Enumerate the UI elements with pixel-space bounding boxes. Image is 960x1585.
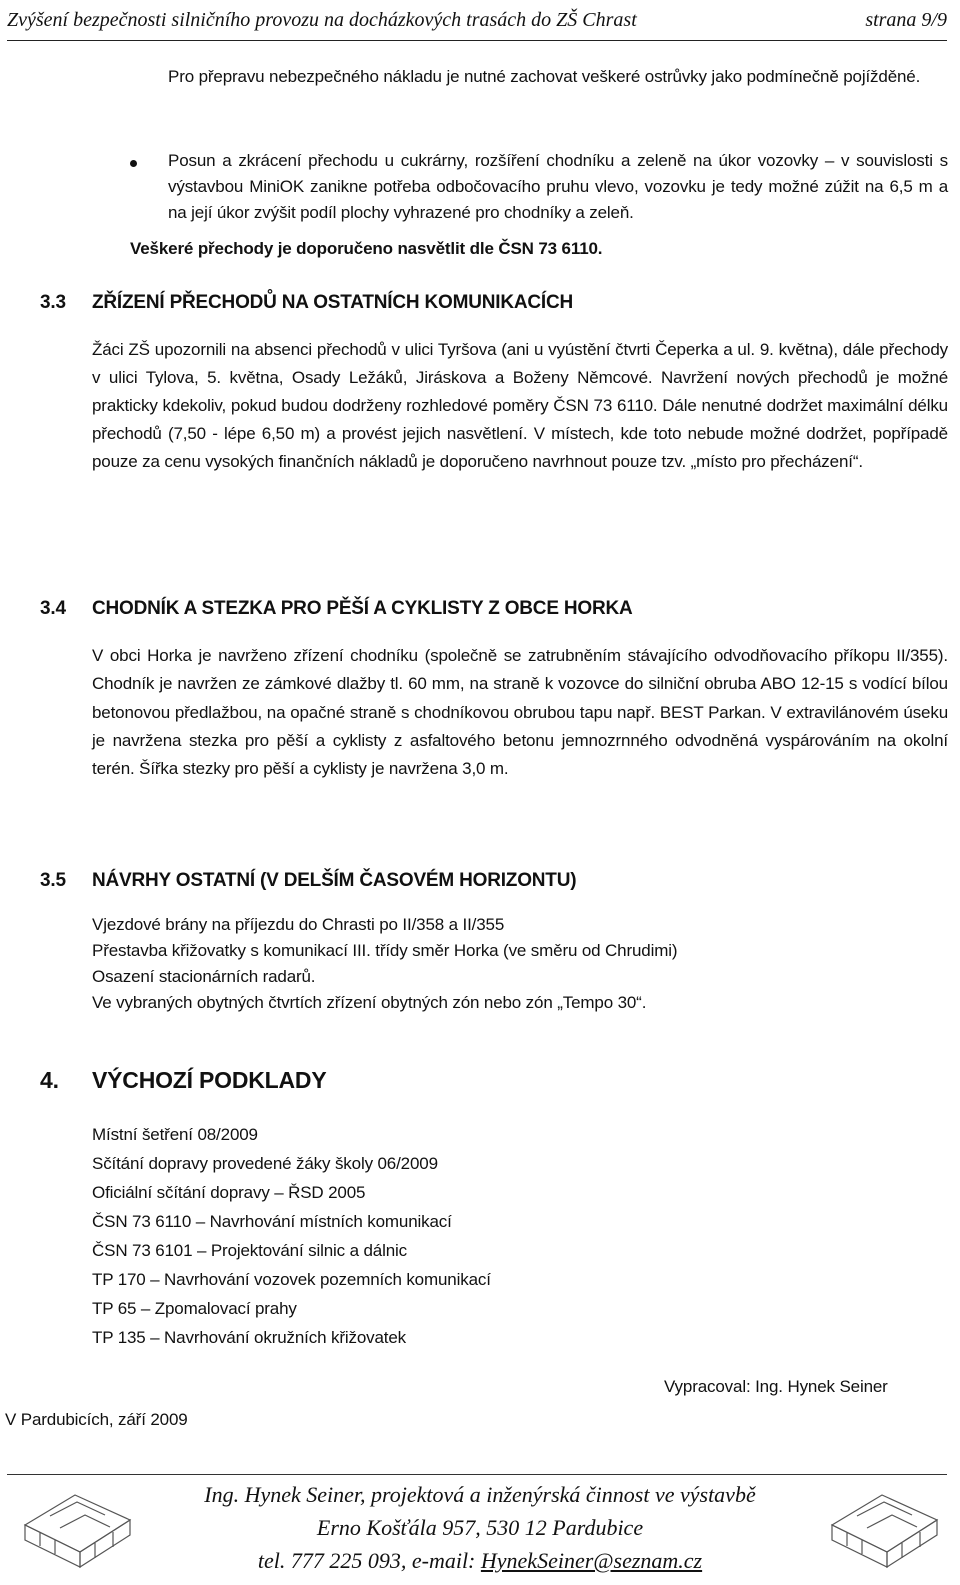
footer-phone: tel. 777 225 093, e-mail:: [257, 1548, 481, 1573]
footer-divider: [7, 1474, 947, 1475]
author-signature: Vypracoval: Ing. Hynek Seiner: [664, 1377, 888, 1396]
page-header: [7, 0, 947, 41]
list-item: Vjezdové brány na příjezdu do Chrasti po II/358 a II/355: [92, 915, 505, 934]
section-3-3-body: Žáci ZŠ upozornili na absenci přechodů v ulici Tyršova (ani u vyústění čtvrti Čeperka a ul. 9. května), dále přechody v ulici Tylova, 5. května, Osady Ležáků, Jiráskova a Boženy Němcové. Navržení nových přechodů je možné prakticky kdekoliv, pokud budou dodrženy rozhledové poměry ČSN 73 6110. Dále nenutné dodržet maximální délku přechodů (7,50 - lépe 6,50 m) a provést jejich nasvětlení. V místech, kde toto nebude možné dodržet, popřípadě pouze za cenu vysokých finančních nákladů je doporučeno navrhnout pouze tzv. „místo pro přecházení“.: [92, 340, 948, 471]
list-item: Ve vybraných obytných čtvrtích zřízení obytných zón nebo zón „Tempo 30“.: [92, 993, 647, 1012]
intro-bullet-text: Posun a zkrácení přechodu u cukrárny, rozšíření chodníku a zeleně na úkor vozovky – v souvislosti s výstavbou MiniOK zanikne potřeba odbočovacího pruhu vlevo, vozovku je tedy možné zúžit na 6,5 m a na její úkor zvýšit podíl plochy vyhrazené pro chodníky a zeleň.: [168, 151, 948, 222]
list-item: TP 135 – Navrhování okružních křižovatek: [92, 1328, 407, 1347]
section-3-4-body: V obci Horka je navrženo zřízení chodníku (společně se zatrubněním stávajícího odvodňovacího příkopu II/355). Chodník je navržen ze zámkové dlažby tl. 60 mm, na straně k vozovce do silniční obruba ABO 12-15 s vodící bílou betonovou předlažbou, na opačné straně s chodníkovou obrubou tapu např. BEST Parkan. V extravilánovém úseku je navržena stezka pro pěší a cyklisty z asfaltového betonu jemnozrnného odvodněná vyspárováním na okolní terén. Šířka stezky pro pěší a cyklisty je navržena 3,0 m.: [92, 646, 948, 779]
list-item: TP 170 – Navrhování vozovek pozemních komunikací: [92, 1270, 491, 1289]
section-3-4-number: 3.4: [40, 598, 66, 619]
page-footer: [0, 1478, 960, 1577]
footer-contact: [0, 1544, 960, 1577]
section-3-4-title: CHODNÍK A STEZKA PRO PĚŠÍ A CYKLISTY Z OBCE HORKA: [92, 598, 633, 619]
bullet-marker: [130, 160, 137, 167]
page-number: strana 9/9: [865, 9, 947, 31]
intro-continuation: Pro přepravu nebezpečného nákladu je nutné zachovat veškeré ostrůvky jako podmínečně pojížděné.: [168, 67, 921, 86]
list-item: ČSN 73 6101 – Projektování silnic a dálnic: [92, 1241, 407, 1260]
list-item: Oficiální sčítání dopravy – ŘSD 2005: [92, 1183, 366, 1202]
list-item: Místní šetření 08/2009: [92, 1125, 258, 1144]
place-date: V Pardubicích, září 2009: [5, 1410, 188, 1429]
list-item: TP 65 – Zpomalovací prahy: [92, 1299, 297, 1318]
footer-address: Erno Košťála 957, 530 12 Pardubice: [316, 1515, 644, 1540]
section-4-number: 4.: [40, 1067, 59, 1093]
section-4-title: VÝCHOZÍ PODKLADY: [92, 1067, 327, 1093]
proposals-list: [92, 912, 948, 1016]
footer-company: Ing. Hynek Seiner, projektová a inženýrská činnost ve výstavbě: [204, 1482, 756, 1507]
list-item: Sčítání dopravy provedené žáky školy 06/2009: [92, 1154, 438, 1173]
section-3-3-title: ZŘÍZENÍ PŘECHODŮ NA OSTATNÍCH KOMUNIKACÍCH: [92, 292, 574, 313]
section-3-5-number: 3.5: [40, 870, 66, 891]
section-3-3-number: 3.3: [40, 292, 66, 313]
intro-bold-note: Veškeré přechody je doporučeno nasvětlit dle ČSN 73 6110.: [130, 239, 603, 258]
section-3-5-title: NÁVRHY OSTATNÍ (V DELŠÍM ČASOVÉM HORIZONTU): [92, 870, 577, 891]
list-item: Osazení stacionárních radarů.: [92, 967, 316, 986]
list-item: Přestavba křižovatky s komunikací III. třídy směr Horka (ve směru od Chrudimi): [92, 941, 678, 960]
document-title: Zvýšení bezpečnosti silničního provozu na docházkových trasách do ZŠ Chrast: [7, 9, 637, 31]
list-item: ČSN 73 6110 – Navrhování místních komunikací: [92, 1212, 452, 1231]
footer-email-link[interactable]: HynekSeiner@seznam.cz: [480, 1548, 703, 1573]
sources-list: [92, 1120, 948, 1352]
